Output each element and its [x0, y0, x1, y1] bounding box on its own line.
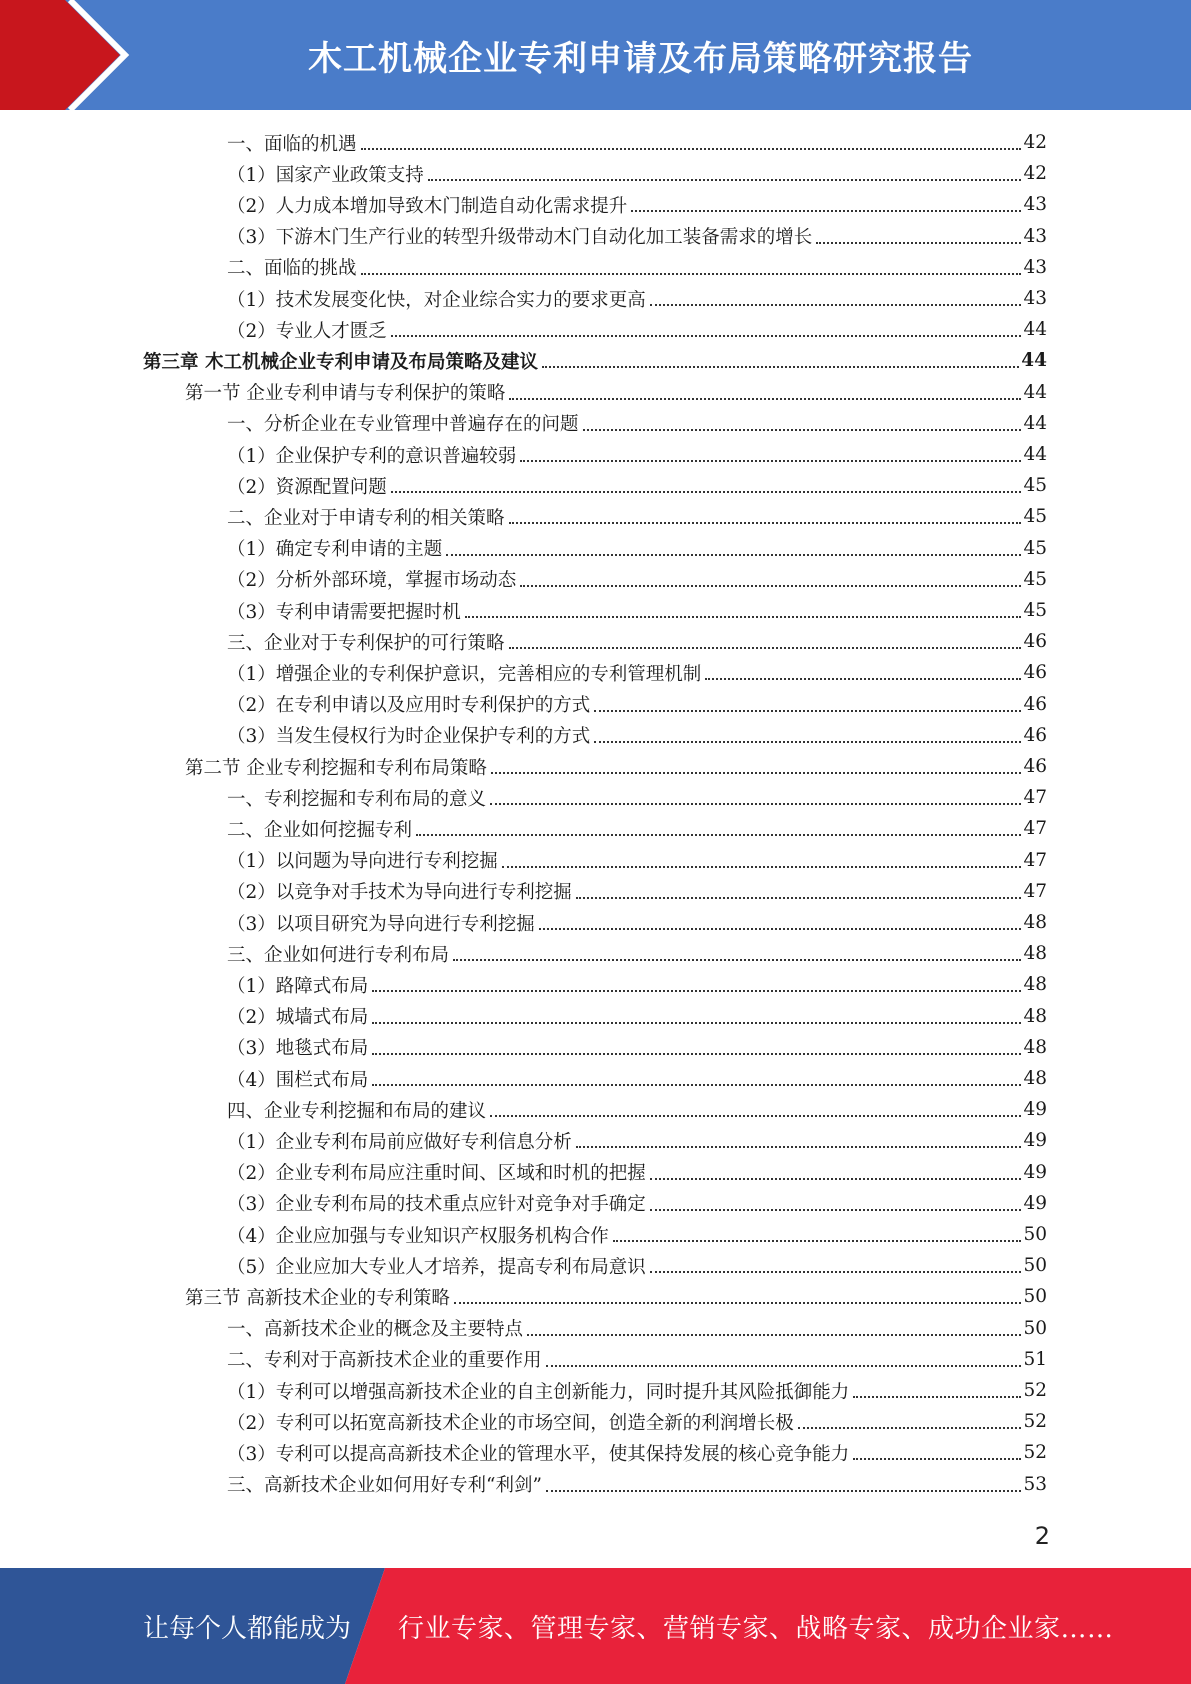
toc-entry-title: （2）专利可以拓宽高新技术企业的市场空间，创造全新的利润增长极 [227, 1412, 794, 1434]
toc-entry-title: （2）城墙式布局 [227, 1007, 369, 1029]
toc-dot-leader [454, 1301, 1022, 1304]
toc-entry-title: （2）以竞争对手技术为导向进行专利挖掘 [227, 882, 572, 904]
toc-entry-page: 43 [1023, 194, 1047, 216]
toc-entry[interactable] [185, 751, 1047, 782]
toc-dot-leader [546, 1489, 1022, 1492]
toc-entry-title: 三、高新技术企业如何用好专利“利剑” [227, 1475, 542, 1497]
toc-entry-title: 一、高新技术企业的概念及主要特点 [227, 1319, 524, 1341]
toc-entry-page: 43 [1023, 225, 1047, 247]
toc-entry[interactable] [227, 189, 1047, 220]
toc-dot-leader [576, 1145, 1022, 1148]
toc-dot-leader [509, 397, 1021, 400]
toc-entry[interactable] [227, 689, 1047, 720]
toc-entry[interactable] [227, 221, 1047, 252]
toc-entry-title: （3）以项目研究为导向进行专利挖掘 [227, 913, 535, 935]
toc-dot-leader [650, 303, 1022, 306]
toc-entry-page: 50 [1023, 1317, 1047, 1339]
toc-entry-title: （1）增强企业的专利保护意识，完善相应的专利管理机制 [227, 663, 702, 685]
toc-entry-title: 第三节 高新技术企业的专利策略 [185, 1287, 450, 1309]
toc-dot-leader [594, 740, 1021, 743]
toc-entry-page: 45 [1023, 506, 1047, 528]
report-title: 木工机械企业专利申请及布局策略研究报告 [308, 38, 973, 79]
toc-entry-title: （3）当发生侵权行为时企业保护专利的方式 [227, 726, 591, 748]
toc-entry-page: 52 [1023, 1442, 1047, 1464]
toc-entry-title: 二、企业对于申请专利的相关策略 [227, 507, 505, 529]
toc-dot-leader [509, 646, 1022, 649]
toc-dot-leader [520, 584, 1021, 587]
toc-entry-title: （1）确定专利申请的主题 [227, 539, 443, 561]
toc-entry-title: （4）企业应加强与专业知识产权服务机构合作 [227, 1225, 609, 1247]
toc-dot-leader [631, 209, 1021, 212]
toc-entry[interactable] [227, 1094, 1047, 1125]
toc-entry[interactable] [227, 845, 1047, 876]
toc-entry-title: （5）企业应加大专业人才培养，提高专利布局意识 [227, 1256, 646, 1278]
toc-entry-page: 48 [1023, 1036, 1047, 1058]
toc-dot-leader [490, 1114, 1021, 1117]
toc-entry-title: （1）企业专利布局前应做好专利信息分析 [227, 1131, 572, 1153]
toc-entry-page: 46 [1023, 693, 1047, 715]
toc-dot-leader [372, 1021, 1021, 1024]
toc-entry-page: 49 [1023, 1192, 1047, 1214]
toc-entry-title: 三、企业如何进行专利布局 [227, 944, 450, 966]
toc-entry-page: 47 [1023, 787, 1047, 809]
header-arrow-shape [0, 0, 150, 110]
toc-entry-page: 45 [1023, 537, 1047, 559]
toc-entry[interactable] [227, 1469, 1047, 1500]
toc-entry[interactable] [227, 1375, 1047, 1406]
toc-entry-title: （4）围栏式布局 [227, 1069, 369, 1091]
toc-entry-title: （1）以问题为导向进行专利挖掘 [227, 851, 498, 873]
toc-entry-title: （2）分析外部环境，掌握市场动态 [227, 570, 517, 592]
toc-dot-leader [372, 989, 1021, 992]
toc-entry-page: 43 [1023, 288, 1047, 309]
toc-entry[interactable] [227, 720, 1047, 751]
toc-entry[interactable] [227, 1250, 1047, 1281]
toc-entry-title: （1）路障式布局 [227, 975, 369, 997]
toc-dot-leader [416, 833, 1021, 836]
page-header [0, 0, 1191, 110]
toc-entry[interactable] [227, 1313, 1047, 1344]
toc-dot-leader [613, 1239, 1022, 1242]
toc-entry-page: 53 [1023, 1473, 1047, 1495]
toc-dot-leader [853, 1395, 1021, 1398]
toc-entry-page: 45 [1023, 475, 1047, 497]
toc-entry-page: 49 [1023, 1130, 1047, 1152]
toc-entry[interactable] [227, 657, 1047, 688]
toc-entry-title: （2）企业专利布局应注重时间、区域和时机的把握 [227, 1163, 646, 1185]
toc-entry-page: 52 [1023, 1380, 1047, 1401]
toc-entry-title: 第一节 企业专利申请与专利保护的策略 [185, 383, 506, 405]
toc-dot-leader [576, 896, 1022, 899]
toc-dot-leader [705, 677, 1021, 680]
toc-entry-page: 51 [1023, 1348, 1047, 1370]
toc-entry[interactable] [227, 1406, 1047, 1437]
toc-dot-leader [594, 709, 1021, 712]
toc-entry-page: 47 [1023, 880, 1047, 902]
footer-slogan-left: 让每个人都能成为 [143, 1613, 352, 1644]
toc-dot-leader [361, 272, 1022, 275]
toc-entry-page: 47 [1023, 849, 1047, 871]
toc-entry-page: 45 [1023, 568, 1047, 590]
toc-entry[interactable] [227, 1125, 1047, 1156]
page-number: 2 [1034, 1522, 1050, 1550]
toc-entry[interactable] [143, 345, 1047, 376]
toc-dot-leader [853, 1457, 1021, 1460]
toc-entry-page: 49 [1023, 1099, 1047, 1121]
toc-dot-leader [361, 147, 1022, 150]
toc-entry-title: （3）下游木门生产行业的转型升级带动木门自动化加工装备需求的增长 [227, 227, 813, 249]
page-footer [0, 1568, 1191, 1684]
toc-entry-page: 44 [1023, 381, 1047, 403]
toc-entry-title: 二、专利对于高新技术企业的重要作用 [227, 1350, 542, 1372]
toc-entry-title: 一、分析企业在专业管理中普遍存在的问题 [227, 414, 579, 436]
toc-entry-page: 48 [1023, 943, 1047, 965]
toc-entry-title: 二、面临的挑战 [227, 258, 357, 280]
toc-dot-leader [502, 865, 1022, 868]
toc-entry[interactable] [227, 782, 1047, 813]
toc-entry[interactable] [227, 283, 1047, 314]
toc-entry[interactable] [227, 876, 1047, 907]
toc-entry[interactable] [227, 938, 1047, 969]
toc-entry[interactable] [227, 595, 1047, 626]
toc-entry-page: 48 [1023, 912, 1047, 933]
toc-dot-leader [542, 365, 1019, 368]
toc-entry-title: 二、企业如何挖掘专利 [227, 819, 413, 841]
toc-entry-title: （2）专业人才匮乏 [227, 320, 387, 342]
toc-entry[interactable] [227, 127, 1047, 158]
toc-dot-leader [391, 490, 1022, 493]
toc-entry-page: 50 [1023, 1224, 1047, 1245]
toc-entry-page: 52 [1023, 1411, 1047, 1433]
toc-dot-leader [372, 1052, 1021, 1055]
toc-entry-title: （2）人力成本增加导致木门制造自动化需求提升 [227, 195, 628, 217]
toc-entry-title: 一、面临的机遇 [227, 133, 357, 155]
toc-dot-leader [546, 1364, 1022, 1367]
toc-dot-leader [539, 927, 1022, 930]
toc-entry[interactable] [227, 408, 1047, 439]
toc-entry[interactable] [227, 1001, 1047, 1032]
toc-entry-page: 50 [1023, 1286, 1047, 1308]
toc-entry-title: （1）技术发展变化快，对企业综合实力的要求更高 [227, 289, 646, 311]
toc-entry[interactable] [227, 1344, 1047, 1375]
toc-entry-page: 44 [1023, 412, 1047, 434]
toc-dot-leader [650, 1208, 1022, 1211]
toc-entry-title: （1）企业保护专利的意识普遍较弱 [227, 445, 517, 467]
toc-entry[interactable] [227, 501, 1047, 532]
toc-entry-page: 43 [1023, 256, 1047, 278]
toc-entry[interactable] [227, 564, 1047, 595]
toc-entry[interactable] [227, 1188, 1047, 1219]
toc-entry-title: （2）在专利申请以及应用时专利保护的方式 [227, 695, 591, 717]
toc-entry-page: 46 [1023, 631, 1047, 653]
toc-entry-title: （1）国家产业政策支持 [227, 164, 424, 186]
toc-dot-leader [465, 615, 1022, 618]
toc-entry-title: （3）专利申请需要把握时机 [227, 601, 461, 623]
toc-entry-title: （3）专利可以提高高新技术企业的管理水平，使其保持发展的核心竞争能力 [227, 1443, 850, 1465]
toc-entry-title: 三、企业对于专利保护的可行策略 [227, 632, 505, 654]
toc-entry-page: 48 [1023, 1005, 1047, 1027]
toc-dot-leader [490, 802, 1021, 805]
toc-entry-title: 第三章 木工机械企业专利申请及布局策略及建议 [143, 351, 538, 373]
toc-dot-leader [391, 334, 1022, 337]
toc-entry-page: 45 [1023, 600, 1047, 621]
toc-entry-page: 47 [1023, 818, 1047, 840]
toc-entry[interactable] [227, 1063, 1047, 1094]
toc-dot-leader [527, 1333, 1021, 1336]
toc-entry-page: 46 [1023, 724, 1047, 746]
footer-slogan-right: 行业专家、管理专家、营销专家、战略专家、成功企业家…… [398, 1613, 1114, 1644]
toc-entry-page: 42 [1023, 132, 1047, 153]
toc-dot-leader [816, 241, 1021, 244]
toc-dot-leader [428, 178, 1022, 181]
toc-entry-page: 44 [1023, 319, 1047, 341]
toc-entry-page: 44 [1021, 350, 1047, 372]
toc-dot-leader [453, 958, 1021, 961]
toc-entry-title: 四、企业专利挖掘和布局的建议 [227, 1100, 487, 1122]
toc-entry-title: 第二节 企业专利挖掘和专利布局策略 [185, 757, 487, 779]
toc-entry[interactable] [227, 1437, 1047, 1468]
toc-entry-page: 49 [1023, 1161, 1047, 1183]
toc-entry-title: （1）专利可以增强高新技术企业的自主创新能力，同时提升其风险抵御能力 [227, 1381, 850, 1403]
toc-entry-page: 46 [1023, 756, 1047, 777]
toc-entry[interactable] [227, 252, 1047, 283]
toc-dot-leader [583, 428, 1022, 431]
toc-entry-page: 44 [1023, 444, 1047, 465]
toc-dot-leader [650, 1177, 1022, 1180]
toc-entry[interactable] [185, 377, 1047, 408]
toc-entry[interactable] [227, 439, 1047, 470]
toc-entry-title: （3）企业专利布局的技术重点应针对竞争对手确定 [227, 1194, 646, 1216]
toc-dot-leader [650, 1270, 1022, 1273]
toc-entry[interactable] [227, 626, 1047, 657]
toc-entry-title: 一、专利挖掘和专利布局的意义 [227, 788, 487, 810]
toc-dot-leader [446, 553, 1021, 556]
toc-dot-leader [372, 1083, 1021, 1086]
toc-entry[interactable] [227, 470, 1047, 501]
toc-dot-leader [798, 1426, 1022, 1429]
toc-entry[interactable] [227, 1219, 1047, 1250]
toc-entry[interactable] [227, 314, 1047, 345]
toc-entry-title: （2）资源配置问题 [227, 476, 387, 498]
toc-entry-page: 48 [1023, 974, 1047, 996]
toc-dot-leader [491, 771, 1022, 774]
toc-entry-page: 46 [1023, 662, 1047, 684]
toc-entry-title: （3）地毯式布局 [227, 1038, 369, 1060]
toc-entry-page: 42 [1023, 163, 1047, 185]
toc-entry[interactable] [227, 813, 1047, 844]
toc-entry[interactable] [227, 1032, 1047, 1063]
toc-dot-leader [520, 459, 1021, 462]
toc-entry[interactable] [227, 533, 1047, 564]
toc-entry-page: 48 [1023, 1068, 1047, 1089]
toc-dot-leader [509, 521, 1022, 524]
toc-entry[interactable] [185, 1281, 1047, 1312]
toc-entry[interactable] [227, 1157, 1047, 1188]
toc-entry[interactable] [227, 907, 1047, 938]
toc-entry-page: 50 [1023, 1255, 1047, 1277]
toc-entry[interactable] [227, 969, 1047, 1000]
toc-entry[interactable] [227, 158, 1047, 189]
